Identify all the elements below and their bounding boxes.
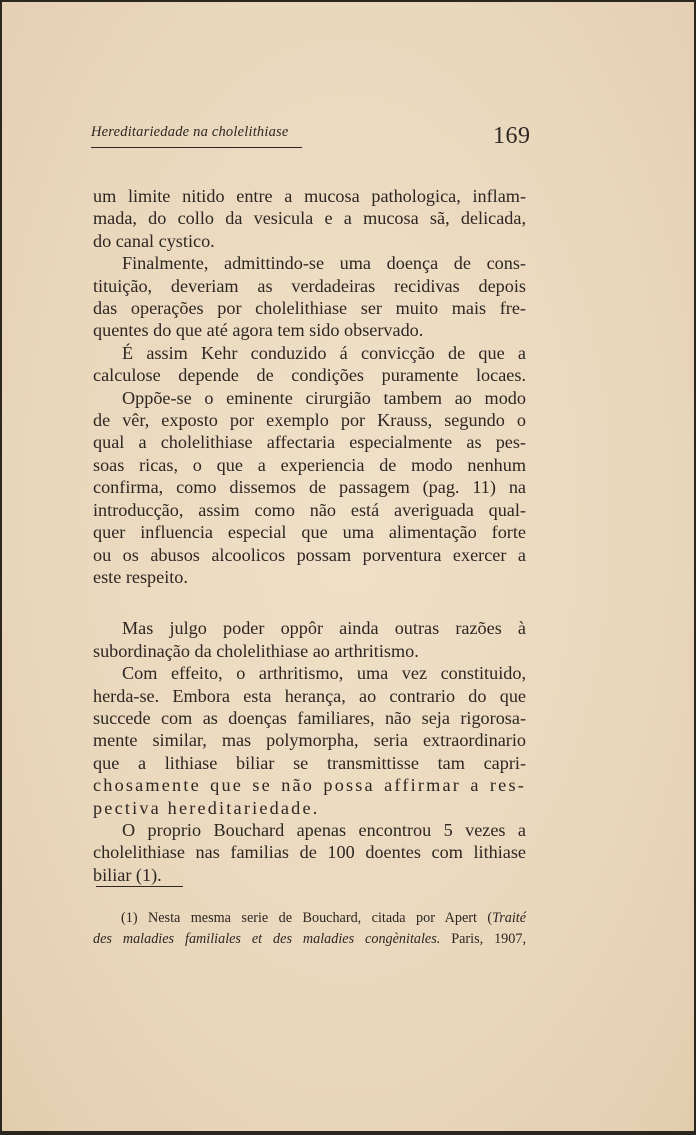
text-line: calculose depende de condições puramente locaes.: [93, 365, 526, 386]
text-line: Com effeito, o arthritismo, uma vez constituido,: [122, 663, 526, 684]
text-line: Oppõe-se o eminente cirurgião tambem ao modo: [122, 387, 526, 408]
text-line: quentes do que até agora tem sido observado.: [93, 320, 424, 341]
text-line: É assim Kehr conduzido á convicção de que a: [122, 342, 526, 363]
text-line: cholelithiase nas familias de 100 doentes com lithiase: [93, 842, 526, 863]
text-line: introducção, assim como não está averiguada qual-: [93, 499, 526, 520]
footnote-line: [93, 929, 526, 950]
page-number: 169: [493, 123, 531, 149]
text-line: biliar (1).: [93, 864, 162, 885]
text-line: subordinação da cholelithiase ao arthritismo.: [93, 640, 419, 661]
text-line: Finalmente, admittindo-se uma doença de cons-: [122, 253, 526, 274]
footnote-text: Paris, 1907,: [440, 931, 527, 947]
footnote: [93, 908, 526, 950]
text-line: das operações por cholelithiase ser muito mais fre-: [93, 298, 526, 319]
running-title: Hereditariedade na cholelithiase: [91, 124, 302, 148]
footnote-line: [93, 908, 526, 929]
text-line: confirma, como dissemos de passagem (pag. 11) na: [93, 477, 526, 498]
text-line: soas ricas, o que a experiencia de modo nenhum: [93, 454, 526, 475]
footnote-title: Traité: [492, 910, 526, 926]
text-line: mente similar, mas polymorpha, seria extraordinario: [93, 730, 526, 751]
text-line: mada, do collo da vesicula e a mucosa sã, delicada,: [93, 208, 526, 229]
text-line: este respeito.: [93, 566, 188, 587]
book-page: [2, 2, 694, 1131]
text-line: tituição, deveriam as verdadeiras recidivas depois: [93, 275, 526, 296]
text-line: quer influencia especial que uma alimentação forte: [93, 522, 526, 543]
text-line: que a lithiase biliar se transmittisse tam capri-: [93, 752, 526, 773]
footnote-rule: [96, 886, 183, 887]
text-line: qual a cholelithiase affectaria especialmente as pes-: [93, 432, 526, 453]
text-line: chosamente que se não possa affirmar a res-: [93, 775, 526, 796]
footnote-title: des maladies familiales et des maladies congènitales.: [93, 931, 441, 947]
text-line: pectiva hereditariedade.: [93, 797, 320, 818]
text-line: de vêr, exposto por exemplo por Krauss, segundo o: [93, 410, 526, 431]
body-text: [93, 185, 526, 886]
text-line: succede com as doenças familiares, não seja rigorosa-: [93, 707, 526, 728]
text-line: Mas julgo poder oppôr ainda outras razões à: [122, 618, 526, 639]
text-line: do canal cystico.: [93, 230, 215, 251]
paragraph-gap: [93, 588, 526, 617]
text-line: um limite nitido entre a mucosa pathologica, inflam-: [93, 186, 526, 206]
text-line: herda-se. Embora esta herança, ao contrario do que: [93, 685, 526, 706]
footnote-text: (1) Nesta mesma serie de Bouchard, citada por Apert (: [121, 910, 493, 926]
text-line: ou os abusos alcoolicos possam porventura exercer a: [93, 544, 526, 565]
text-line: O proprio Bouchard apenas encontrou 5 vezes a: [122, 819, 526, 840]
